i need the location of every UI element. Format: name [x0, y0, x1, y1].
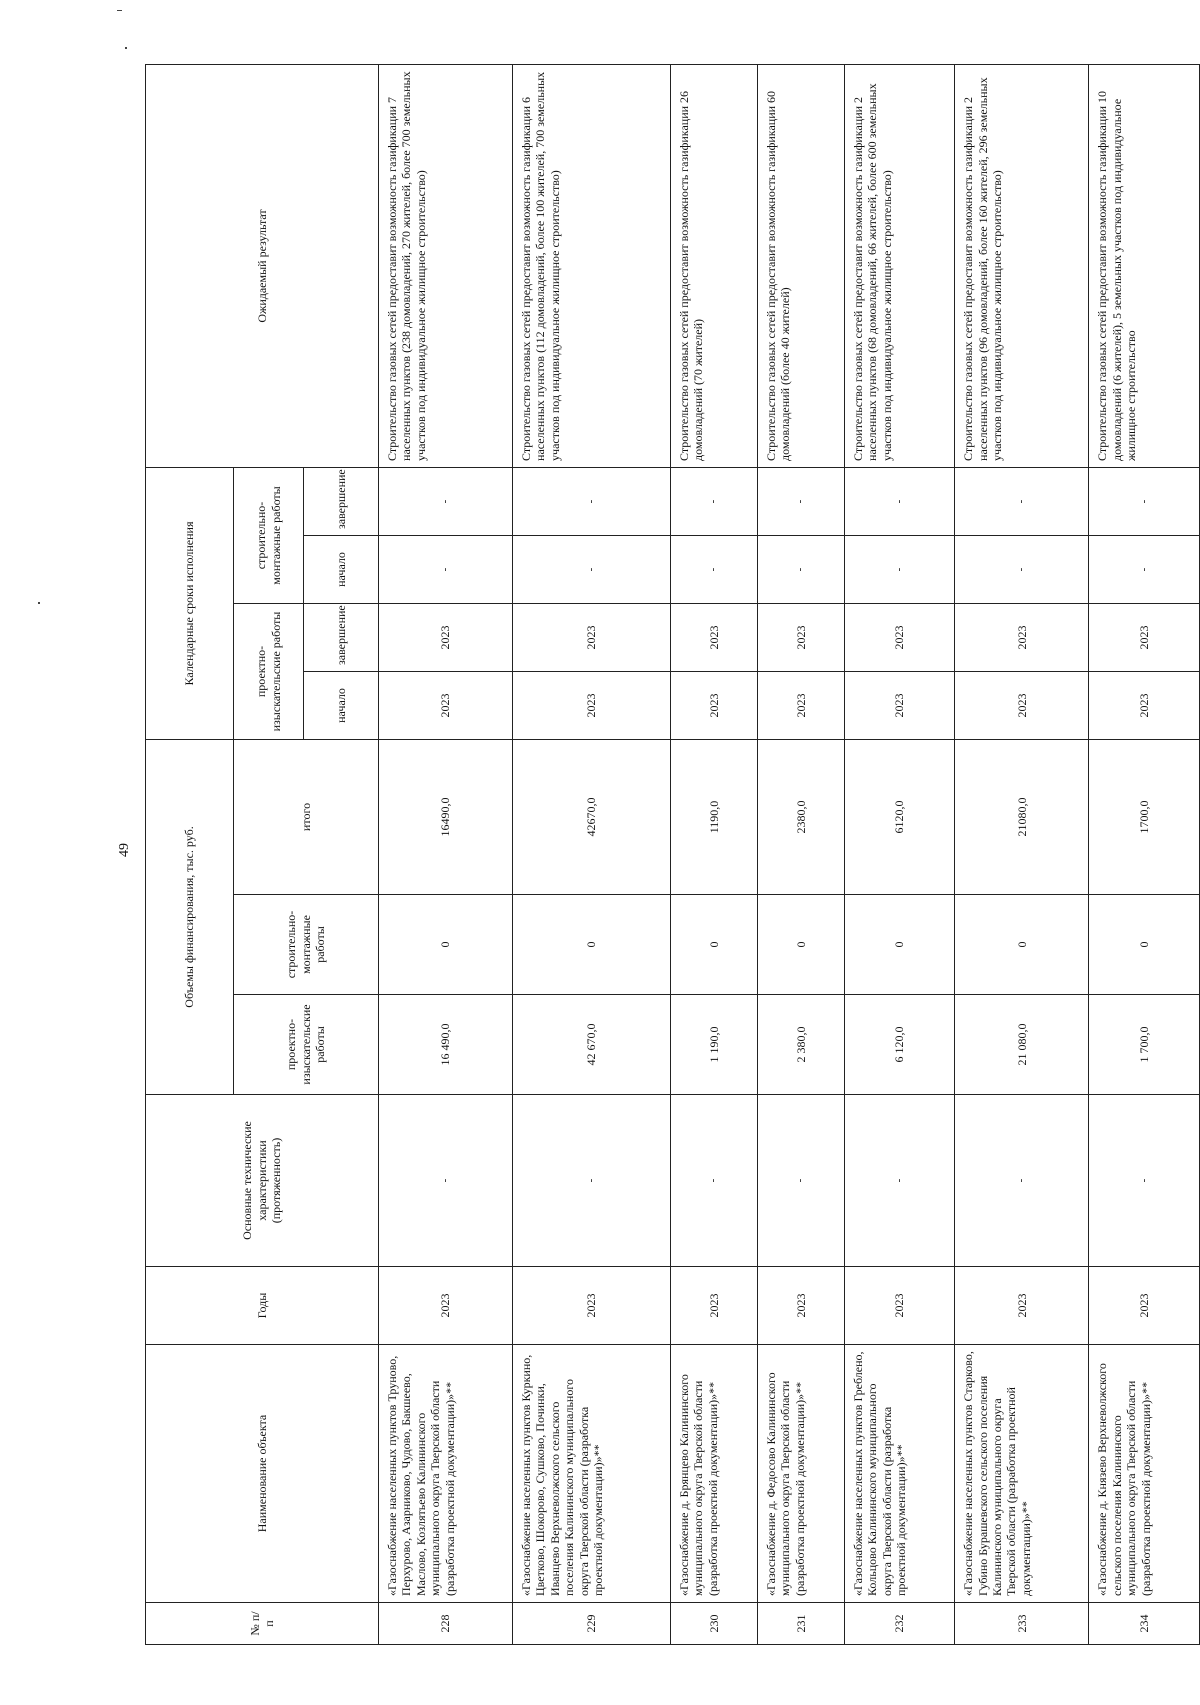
- row-design-end: 2023: [844, 603, 955, 671]
- row-num: 234: [1089, 1603, 1200, 1645]
- header-total: итого: [234, 739, 379, 894]
- row-construction-cost: 0: [513, 895, 671, 995]
- row-design-end: 2023: [670, 603, 757, 671]
- row-year: 2023: [379, 1267, 513, 1345]
- row-result: Строительство газовых сетей предоставит возможность газификации 6 населенных пунктов (112 домовладений, более 100 жителей, 700 земельных участков под индивидуальное жилищное строительство): [513, 64, 671, 467]
- row-tech: -: [379, 1095, 513, 1267]
- row-result: Строительство газовых сетей предоставит возможность газификации 10 домовладений (6 жителей), 5 земельных участков под индивидуальное жилищное строительство: [1089, 64, 1200, 467]
- row-num: 233: [955, 1603, 1089, 1645]
- row-total: 2380,0: [757, 739, 844, 894]
- row-design-end: 2023: [513, 603, 671, 671]
- row-construction-cost: 0: [379, 895, 513, 995]
- row-object-name: «Газоснабжение д. Брянцево Калининского муниципального округа Тверской области (разработка проектной документации)»**: [670, 1345, 757, 1603]
- row-construction-end: -: [1089, 467, 1200, 535]
- row-num: 231: [757, 1603, 844, 1645]
- scan-speck: [125, 47, 127, 49]
- row-tech: -: [513, 1095, 671, 1267]
- header-calendar-design: проектно-изыскательские работы: [234, 603, 304, 739]
- scan-speck: [38, 602, 40, 604]
- row-design-start: 2023: [379, 671, 513, 739]
- table-row: [955, 64, 1089, 1644]
- row-design-start: 2023: [844, 671, 955, 739]
- row-tech: -: [757, 1095, 844, 1267]
- row-construction-start: -: [844, 535, 955, 603]
- row-construction-end: -: [844, 467, 955, 535]
- row-year: 2023: [844, 1267, 955, 1345]
- row-tech: -: [670, 1095, 757, 1267]
- row-result: Строительство газовых сетей предоставит возможность газификации 2 населенных пунктов (68 домовладений, 66 жителей, более 600 земельных участков под индивидуальное жилищное строительство): [844, 64, 955, 467]
- rotated-table-wrapper: [145, 65, 1200, 1645]
- row-construction-cost: 0: [757, 895, 844, 995]
- header-construction-start: начало: [304, 535, 379, 603]
- header-name: Наименование объекта: [146, 1345, 379, 1603]
- table-row: [379, 64, 513, 1644]
- row-result: Строительство газовых сетей предоставит возможность газификации 60 домовладений (более 40 жителей): [757, 64, 844, 467]
- header-calendar: Календарные сроки исполнения: [146, 467, 234, 739]
- row-tech: -: [844, 1095, 955, 1267]
- row-design-cost: 42 670,0: [513, 995, 671, 1095]
- row-tech: -: [955, 1095, 1089, 1267]
- header-construction-works: строительно-монтажные работы: [234, 895, 379, 995]
- row-result: Строительство газовых сетей предоставит возможность газификации 7 населенных пунктов (238 домовладений, 270 жителей, более 700 земельных участков под индивидуальное жилищное строительство): [379, 64, 513, 467]
- row-construction-start: -: [1089, 535, 1200, 603]
- row-construction-end: -: [670, 467, 757, 535]
- row-object-name: «Газоснабжение населенных пунктов Куркино, Цветково, Шокорово, Сушково, Починки, Иванцево Верхневолжского сельского поселения Калининского муниципального округа Тверской области (разработка проектной документации)»**: [513, 1345, 671, 1603]
- row-year: 2023: [1089, 1267, 1200, 1345]
- row-num: 228: [379, 1603, 513, 1645]
- row-num: 230: [670, 1603, 757, 1645]
- header-result: Ожидаемый результат: [146, 64, 379, 467]
- row-construction-end: -: [513, 467, 671, 535]
- header-design-end: завершение: [304, 603, 379, 671]
- row-design-start: 2023: [513, 671, 671, 739]
- row-tech: -: [1089, 1095, 1200, 1267]
- row-design-cost: 1 190,0: [670, 995, 757, 1095]
- row-construction-start: -: [955, 535, 1089, 603]
- row-total: 42670,0: [513, 739, 671, 894]
- financing-table: [145, 64, 1200, 1645]
- row-total: 1190,0: [670, 739, 757, 894]
- row-design-start: 2023: [757, 671, 844, 739]
- row-total: 21080,0: [955, 739, 1089, 894]
- table-row: [844, 64, 955, 1644]
- header-num: № п/п: [146, 1603, 379, 1645]
- row-result: Строительство газовых сетей предоставит возможность газификации 26 домовладений (70 жителей): [670, 64, 757, 467]
- header-design-start: начало: [304, 671, 379, 739]
- row-design-cost: 16 490,0: [379, 995, 513, 1095]
- row-total: 1700,0: [1089, 739, 1200, 894]
- row-construction-end: -: [955, 467, 1089, 535]
- row-total: 16490,0: [379, 739, 513, 894]
- row-construction-start: -: [757, 535, 844, 603]
- row-design-end: 2023: [955, 603, 1089, 671]
- table-row: [670, 64, 757, 1644]
- row-construction-end: -: [757, 467, 844, 535]
- table-row: [513, 64, 671, 1644]
- row-result: Строительство газовых сетей предоставит возможность газификации 2 населенных пунктов (96 домовладений, более 160 жителей, 296 земельных участков под индивидуальное жилищное строительство): [955, 64, 1089, 467]
- row-design-start: 2023: [670, 671, 757, 739]
- header-calendar-construction: строительно-монтажные работы: [234, 467, 304, 603]
- row-construction-start: -: [379, 535, 513, 603]
- scan-speck: [117, 10, 122, 11]
- row-object-name: «Газоснабжение д. Князево Верхневолжского сельского поселения Калининского муниципального округа Тверской области (разработка проектной документации)»**: [1089, 1345, 1200, 1603]
- row-design-end: 2023: [757, 603, 844, 671]
- row-construction-cost: 0: [955, 895, 1089, 995]
- page-number: 49: [117, 843, 132, 857]
- row-design-cost: 6 120,0: [844, 995, 955, 1095]
- row-design-cost: 2 380,0: [757, 995, 844, 1095]
- row-year: 2023: [513, 1267, 671, 1345]
- row-construction-cost: 0: [670, 895, 757, 995]
- row-num: 229: [513, 1603, 671, 1645]
- row-construction-end: -: [379, 467, 513, 535]
- row-design-cost: 1 700,0: [1089, 995, 1200, 1095]
- row-design-cost: 21 080,0: [955, 995, 1089, 1095]
- row-object-name: «Газоснабжение населенных пунктов Старково, Губино Бурашевского сельского поселения Калининского муниципального округа Тверской области (разработка проектной документации)»**: [955, 1345, 1089, 1603]
- row-design-start: 2023: [955, 671, 1089, 739]
- row-construction-start: -: [670, 535, 757, 603]
- row-construction-start: -: [513, 535, 671, 603]
- header-finance: Объемы финансирования, тыс. руб.: [146, 739, 234, 1094]
- row-total: 6120,0: [844, 739, 955, 894]
- table-row: [757, 64, 844, 1644]
- table-row: [1089, 64, 1200, 1644]
- header-design-works: проектно-изыскательские работы: [234, 995, 379, 1095]
- header-tech: Основные технические характеристики (протяженность): [146, 1095, 379, 1267]
- row-object-name: «Газоснабжение населенных пунктов Греблено, Кольцово Калининского муниципального округа Тверской области (разработка проектной документации)»**: [844, 1345, 955, 1603]
- row-year: 2023: [757, 1267, 844, 1345]
- row-year: 2023: [955, 1267, 1089, 1345]
- row-design-start: 2023: [1089, 671, 1200, 739]
- row-object-name: «Газоснабжение д. Федосово Калининского муниципального округа Тверской области (разработка проектной документации)»**: [757, 1345, 844, 1603]
- row-construction-cost: 0: [844, 895, 955, 995]
- row-construction-cost: 0: [1089, 895, 1200, 995]
- header-construction-end: завершение: [304, 467, 379, 535]
- row-object-name: «Газоснабжение населенных пунктов Труново, Перхурово, Азарниково, Чудово, Бакшеево, Маслово, Козлятьево Калининского муниципального округа Тверской области (разработка проектной документации)»**: [379, 1345, 513, 1603]
- row-design-end: 2023: [379, 603, 513, 671]
- row-num: 232: [844, 1603, 955, 1645]
- row-design-end: 2023: [1089, 603, 1200, 671]
- row-year: 2023: [670, 1267, 757, 1345]
- header-years: Годы: [146, 1267, 379, 1345]
